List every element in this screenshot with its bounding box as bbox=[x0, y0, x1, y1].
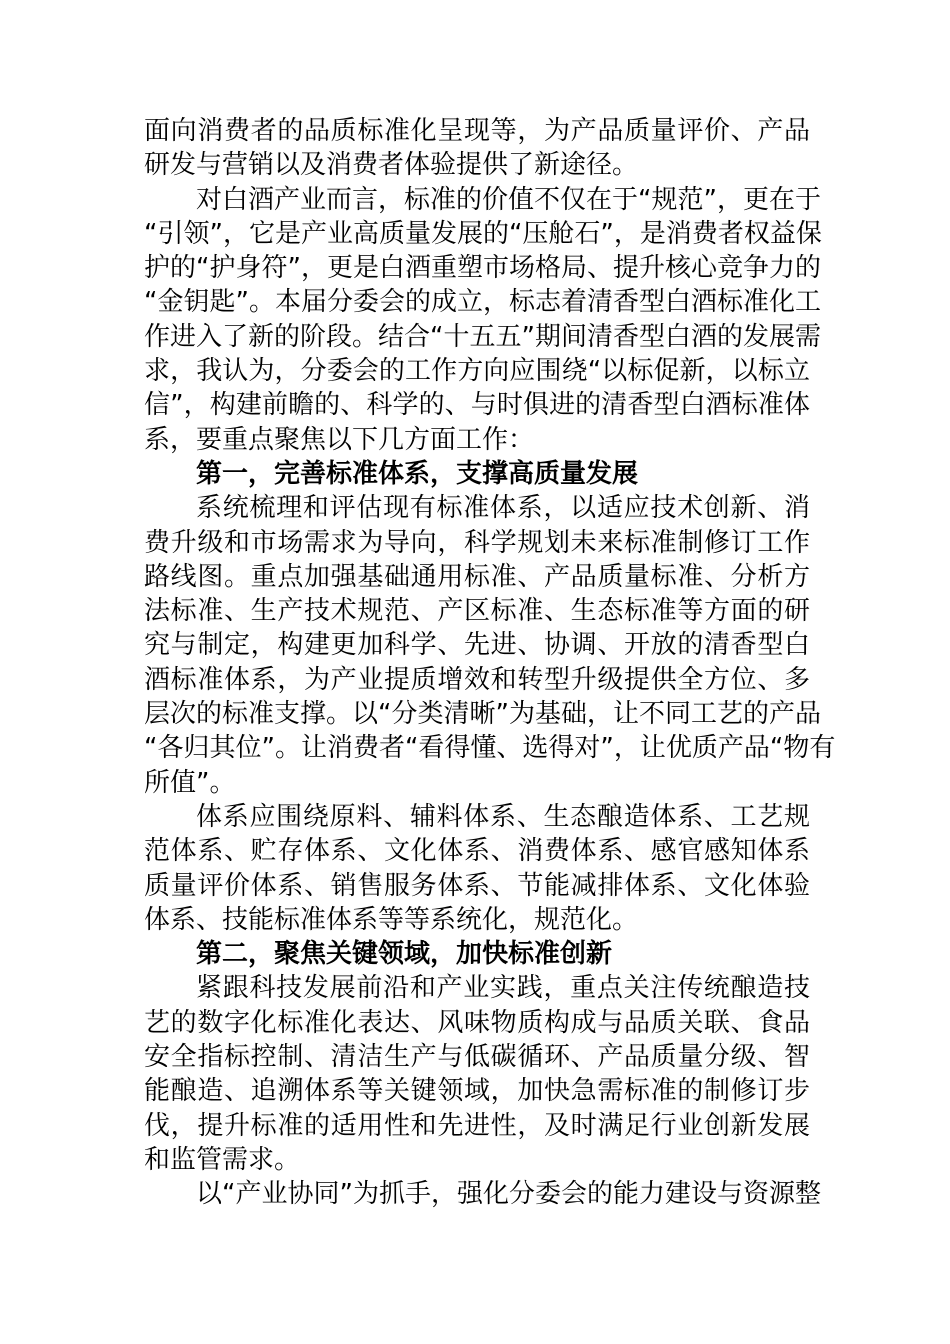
text-line: 安全指标控制、清洁生产与低碳循环、产品质量分级、智 bbox=[144, 1042, 810, 1073]
text-line: 能酿造、追溯体系等关键领域，加快急需标准的制修订步 bbox=[144, 1076, 810, 1107]
text-line: 究与制定，构建更加科学、先进、协调、开放的清香型白 bbox=[144, 630, 810, 661]
text-line: “引领”，它是产业高质量发展的“压舱石”，是消费者权益保 bbox=[144, 218, 822, 249]
text-line: 和监管需求。 bbox=[144, 1144, 301, 1175]
text-line: “金钥匙”。本届分委会的成立，标志着清香型白酒标准化工 bbox=[144, 287, 821, 318]
text-line: 层次的标准支撑。以“分类清晰”为基础，让不同工艺的产品 bbox=[144, 699, 821, 730]
text-line: 体系、技能标准体系等等系统化，规范化。 bbox=[144, 904, 639, 935]
section-heading: 第二，聚焦关键领域，加快标准创新 bbox=[196, 939, 613, 970]
text-line: 以“产业协同”为抓手，强化分委会的能力建设与资源整 bbox=[196, 1179, 821, 1210]
text-line: 所值”。 bbox=[144, 767, 236, 798]
text-line: 酒标准体系，为产业提质增效和转型升级提供全方位、多 bbox=[144, 664, 810, 695]
text-line: 信”，构建前瞻的、科学的、与时俱进的清香型白酒标准体 bbox=[144, 390, 810, 421]
text-line: 系统梳理和评估现有标准体系，以适应技术创新、消 bbox=[196, 493, 810, 524]
text-line: 求，我认为，分委会的工作方向应围绕“以标促新，以标立 bbox=[144, 356, 810, 387]
text-line: 对白酒产业而言，标准的价值不仅在于“规范”，更在于 bbox=[196, 184, 821, 215]
text-line: 伐，提升标准的适用性和先进性，及时满足行业创新发展 bbox=[144, 1110, 810, 1141]
text-line: 系，要重点聚焦以下几方面工作： bbox=[144, 424, 535, 455]
section-heading: 第一，完善标准体系，支撑高质量发展 bbox=[196, 458, 639, 489]
text-line: “各归其位”。让消费者“看得懂、选得对”，让优质产品“物有 bbox=[144, 733, 836, 764]
text-line: 研发与营销以及消费者体验提供了新途径。 bbox=[144, 150, 639, 181]
text-line: 路线图。重点加强基础通用标准、产品质量标准、分析方 bbox=[144, 561, 810, 592]
text-line: 费升级和市场需求为导向，科学规划未来标准制修订工作 bbox=[144, 527, 810, 558]
text-line: 体系应围绕原料、辅料体系、生态酿造体系、工艺规 bbox=[196, 801, 810, 832]
text-line: 作进入了新的阶段。结合“十五五”期间清香型白酒的发展需 bbox=[144, 321, 821, 352]
text-line: 面向消费者的品质标准化呈现等，为产品质量评价、产品 bbox=[144, 116, 810, 146]
text-line: 法标准、生产技术规范、产区标准、生态标准等方面的研 bbox=[144, 596, 810, 627]
text-line: 紧跟科技发展前沿和产业实践，重点关注传统酿造技 bbox=[196, 973, 810, 1004]
text-line: 范体系、贮存体系、文化体系、消费体系、感官感知体系 bbox=[144, 836, 810, 867]
text-line: 艺的数字化标准化表达、风味物质构成与品质关联、食品 bbox=[144, 1007, 810, 1038]
text-line: 护的“护身符”，更是白酒重塑市场格局、提升核心竞争力的 bbox=[144, 253, 821, 284]
document-body bbox=[144, 114, 836, 1212]
text-line: 质量评价体系、销售服务体系、节能减排体系、文化体验 bbox=[144, 870, 810, 901]
